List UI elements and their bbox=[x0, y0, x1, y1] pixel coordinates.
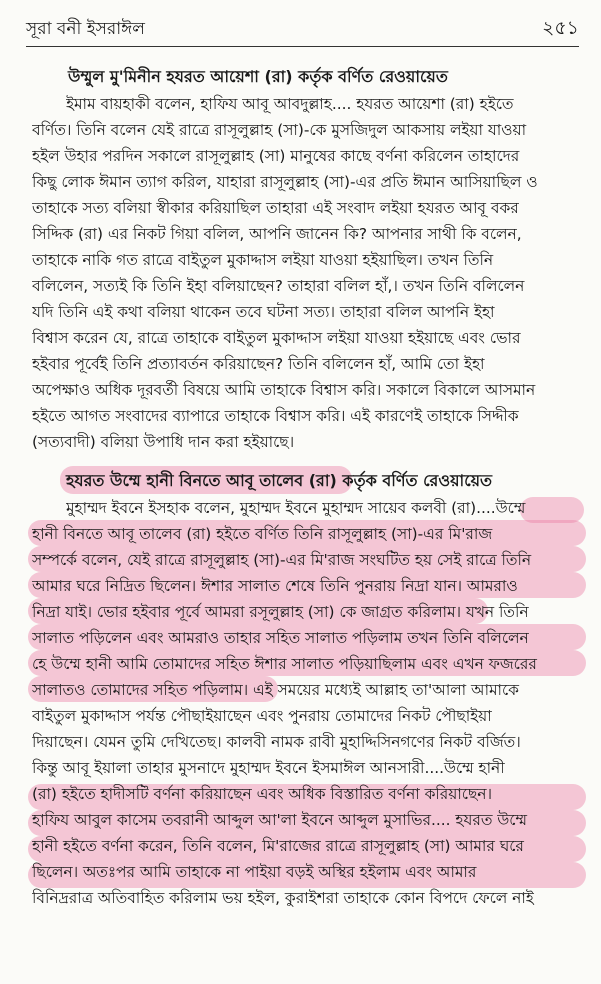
text-line: তাহাকে সত্য বলিয়া স্বীকার করিয়াছিল তাহারা এই সংবাদ লইয়া হযরত আবূ বকর bbox=[32, 199, 519, 217]
text-line: বাইতুল মুকাদ্দাস পর্যন্ত পৌছাইয়াছেন এবং পুনরায় তোমাদের নিকট পৌছাইয়া bbox=[32, 707, 492, 725]
text-line: যদি তিনি এই কথা বলিয়া থাকেন তবে ঘটনা সত্য। তাহারা বলিল আপনি ইহা bbox=[32, 303, 495, 321]
text-line: বলিলেন, সত্যই কি তিনি ইহা বলিয়াছেন? তাহারা বলিল হাঁ,। তখন তিনি বলিলেন bbox=[32, 277, 525, 295]
text-line: সালাতও তোমাদের সহিত পড়িলাম। এই সময়ের মধ্যেই আল্লাহ তা'আলা আমাকে bbox=[32, 681, 519, 699]
text-line: হাফিয আবুল কাসেম তবরানী আব্দুল আ'লা ইবনে আব্দুল মুসাভির.... হযরত উম্মে bbox=[32, 811, 527, 829]
text-line: হইতে আগত সংবাদের ব্যাপারে তাহাকে বিশ্বাস করি। এই কারণেই তাহাকে সিদ্দীক bbox=[32, 407, 519, 425]
surah-name: সূরা বনী ইসরাঈল bbox=[26, 19, 145, 39]
text-line: হে উম্মে হানী আমি তোমাদের সহিত ঈশার সালাত পড়িয়াছিলাম এবং এখন ফজরের bbox=[32, 655, 537, 673]
text-line: ইমাম বায়হাকী বলেন, হাফিয আবূ আবদুল্লাহ.... হযরত আয়েশা (রা) হইতে bbox=[66, 95, 514, 113]
text-line: হানী বিনতে আবূ তালেব (রা) হইতে বর্ণিত তিনি রাসূলুল্লাহ (সা)-এর মি'রাজ bbox=[32, 525, 493, 543]
page-number: ২৫১ bbox=[541, 17, 579, 39]
text-line: নিদ্রা যাই। ভোর হইবার পূর্বে আমরা রসূলুল্লাহ (সা) কে জাগ্রত করিলাম। যখন তিনি bbox=[32, 603, 529, 621]
text-line: অপেক্ষাও অধিক দূরবর্তী বিষয়ে আমি তাহাকে বিশ্বাস করি। সকালে বিকালে আসমান bbox=[32, 381, 536, 399]
text-line: দিয়াছেন। যেমন তুমি দেখিতেছ। কালবী নামক রাবী মুহাদ্দিসিনগণের নিকট বর্জিত। bbox=[32, 733, 521, 751]
text-line: তাহাকে নাকি গত রাত্রে বাইতুল মুকাদ্দাস লইয়া যাওয়া হইয়াছিল। তখন তিনি bbox=[32, 251, 494, 269]
text-line: হইল উহার পরদিন সকালে রাসূলুল্লাহ (সা) মানুষের কাছে বর্ণনা করিলেন তাহাদের bbox=[32, 147, 520, 165]
text-line: ছিলেন। অতঃপর আমি তাহাকে না পাইয়া বড়ই অস্থির হইলাম এবং আমার bbox=[32, 863, 477, 881]
text-line: বিশ্বাস করেন যে, রাত্রে তাহাকে বাইতুল মুকাদ্দাস লইয়া যাওয়া হইয়াছে এবং ভোর bbox=[32, 329, 521, 347]
text-line: সালাত পড়িলেন এবং আমরাও তাহার সহিত সালাত পড়িলাম তখন তিনি বলিলেন bbox=[32, 629, 529, 647]
text-line: আমার ঘরে নিদ্রিত ছিলেন। ঈশার সালাত শেষে তিনি পুনরায় নিদ্রা যান। আমরাও bbox=[32, 577, 518, 595]
text-line: মুহাম্মদ ইবনে ইসহাক বলেন, মুহাম্মদ ইবনে মুহাম্মদ সায়েব কলবী (রা)....উম্মে bbox=[66, 499, 526, 517]
text-line: (রা) হইতে হাদীসটি বর্ণনা করিয়াছেন এবং অধিক বিস্তারিত বর্ণনা করিয়াছেন। bbox=[32, 785, 492, 803]
text-line: সিদ্দিক (রা) এর নিকট গিয়া বলিল, আপনি জানেন কি? আপনার সাথী কি বলেন, bbox=[32, 225, 522, 243]
text-line: সম্পর্কে বলেন, যেই রাত্রে রাসূলুল্লাহ (সা)-এর মি'রাজ সংঘটিত হয় সেই রাত্রে তিনি bbox=[32, 551, 532, 569]
text-line: কিন্তু আবূ ইয়ালা তাহার মুসনাদে মুহাম্মদ ইবনে ইসমাঈল আনসারী....উম্মে হানী bbox=[32, 759, 505, 777]
text-line: কিছু লোক ঈমান ত্যাগ করিল, যাহারা রাসূলুল্লাহ (সা)-এর প্রতি ঈমান আসিয়াছিল ও bbox=[32, 173, 538, 191]
section2-heading: হযরত উম্মে হানী বিনতে আবূ তালেব (রা) কর্তৃক বর্ণিত রেওয়ায়েত bbox=[66, 471, 493, 490]
section1-heading: উম্মুল মু'মিনীন হযরত আয়েশা (রা) কর্তৃক বর্ণিত রেওয়ায়েত bbox=[68, 67, 448, 86]
text-line: হইবার পূর্বেই তিনি প্রত্যাবর্তন করিয়াছেন? তিনি বলিলেন হাঁ, আমি তো ইহা bbox=[32, 355, 485, 373]
text-line: (সত্যবাদী) বলিয়া উপাধি দান করা হইয়াছে। bbox=[32, 433, 295, 451]
text-line: হানী হইতে বর্ণনা করেন, তিনি বলেন, মি'রাজের রাত্রে রাসূলুল্লাহ (সা) আমার ঘরে bbox=[32, 837, 524, 855]
page-header bbox=[26, 12, 579, 47]
text-line: বর্ণিত। তিনি বলেন যেই রাত্রে রাসূলুল্লাহ (সা)-কে মুসজিদুল আকসায় লইয়া যাওয়া bbox=[32, 121, 527, 139]
text-line: বিনিদ্ররাত্র অতিবাহিত করিলাম ভয় হইল, কুরাইশরা তাহাকে কোন বিপদে ফেলে নাই bbox=[32, 889, 534, 907]
